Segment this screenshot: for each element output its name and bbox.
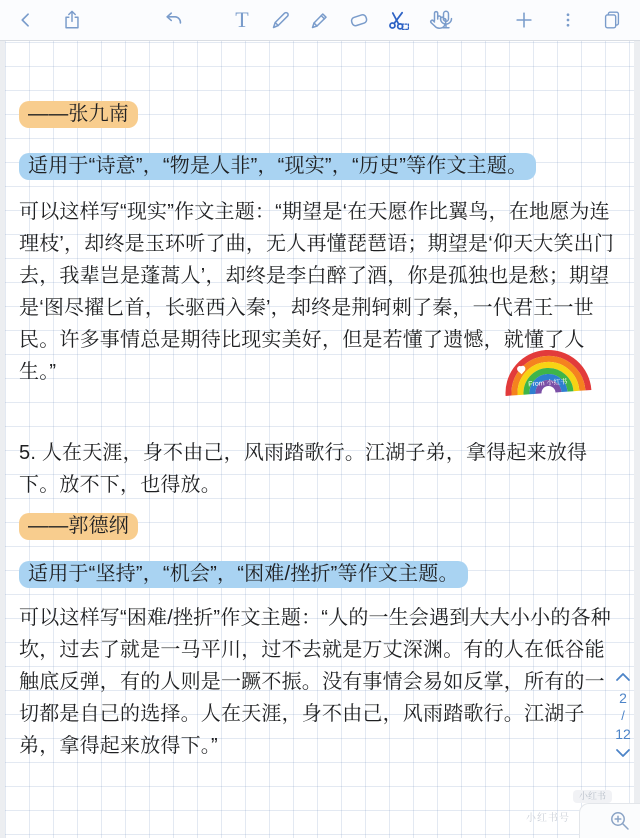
- toolbar-mic-group: [432, 6, 460, 34]
- topics-line-1: [19, 150, 618, 182]
- canvas-area: [0, 41, 640, 838]
- toolbar-right-group: [510, 6, 626, 34]
- eraser-tool-button[interactable]: [345, 6, 373, 34]
- eraser-icon: [347, 8, 371, 32]
- page-navigation: [610, 671, 636, 761]
- watermark-line: 小红书号: [526, 813, 570, 824]
- toolbar-tools-group: [228, 6, 451, 34]
- next-page-button[interactable]: [615, 747, 631, 761]
- scissors-icon: [386, 8, 411, 33]
- share-icon: [61, 9, 83, 31]
- pages-overview-button[interactable]: [598, 6, 626, 34]
- rainbow-sticker: [501, 346, 594, 397]
- chevron-down-icon: [615, 747, 631, 762]
- scissors-tool-button[interactable]: [384, 6, 412, 34]
- page-separator: /: [621, 708, 625, 723]
- paragraph-1: 可以这样写“现实”作文主题：“期望是‘在天愿作比翼鸟，在地愿为连理枝’，却终是玉环听了曲，无人再懂琵琶语；期望是‘仰天大笑出门去，我辈岂是蓬蒿人’，却终是李白醉了酒，你是孤独也是愁；期望是‘图尽擢匕首，长驱西入秦’，却终是荆轲刺了秦，一代君王一世民。许多事情总是期待比现实美好，但是若懂了遗憾，就懂了人生。”: [19, 201, 615, 383]
- sticker-caption: From 小红书: [528, 378, 568, 389]
- magnifier-plus-icon: [608, 821, 632, 836]
- chevron-left-icon: [16, 10, 36, 30]
- current-page-number: 2: [619, 690, 627, 706]
- topics-line-2: [19, 558, 618, 590]
- text-tool-button[interactable]: [228, 6, 256, 34]
- zoom-panel: [579, 803, 640, 838]
- toolbar-left-group: [12, 6, 188, 34]
- author-highlight-2: ——郭德纲: [19, 513, 138, 540]
- author-heading-1: [19, 98, 618, 130]
- microphone-icon: [435, 9, 457, 31]
- paragraph-2: 可以这样写“困难/挫折”作文主题：“人的一生会遇到大大小小的各种坎，过去了就是一马平川，过不去就是万丈深渊。有的人在低谷能触底反弹，有的人则是一蹶不振。没有事情会易如反掌，所有的一切都是自己的选择。人在天涯，身不由己，风雨踏歌行。江湖子弟，拿得起来放得下。”: [19, 607, 611, 757]
- add-page-button[interactable]: [510, 6, 538, 34]
- pen-tool-button[interactable]: [267, 6, 295, 34]
- chevron-up-icon: [615, 671, 631, 686]
- highlighter-icon: [308, 8, 332, 32]
- highlighter-tool-button[interactable]: [306, 6, 334, 34]
- author-heading-2: [19, 510, 618, 542]
- topics-highlight-2: 适用于“坚持”，“机会”，“困难/挫折”等作文主题。: [19, 561, 468, 588]
- total-page-number: 12: [615, 726, 631, 742]
- toolbar: [0, 0, 640, 41]
- pages-icon: [601, 9, 623, 31]
- back-button[interactable]: [12, 6, 40, 34]
- microphone-button[interactable]: [432, 6, 460, 34]
- text-tool-icon: T: [235, 7, 249, 32]
- topics-highlight-1: 适用于“诗意”，“物是人非”，“现实”，“历史”等作文主题。: [19, 153, 536, 180]
- ellipsis-vertical-icon: [559, 11, 577, 29]
- zoom-in-button[interactable]: [608, 809, 632, 833]
- undo-button[interactable]: [160, 6, 188, 34]
- previous-page-button[interactable]: [615, 671, 631, 685]
- note-page[interactable]: [5, 41, 634, 838]
- more-options-button[interactable]: [554, 6, 582, 34]
- plus-icon: [513, 9, 535, 31]
- pen-icon: [269, 8, 293, 32]
- undo-icon: [163, 9, 185, 31]
- quote-item-5: 5. 人在天涯，身不由己，风雨踏歌行。江湖子弟，拿得起来放得下。放不下，也得放。: [19, 442, 588, 496]
- watermark-tab: 小红书: [573, 790, 612, 803]
- share-button[interactable]: [58, 6, 86, 34]
- author-highlight-1: ——张九南: [19, 101, 138, 128]
